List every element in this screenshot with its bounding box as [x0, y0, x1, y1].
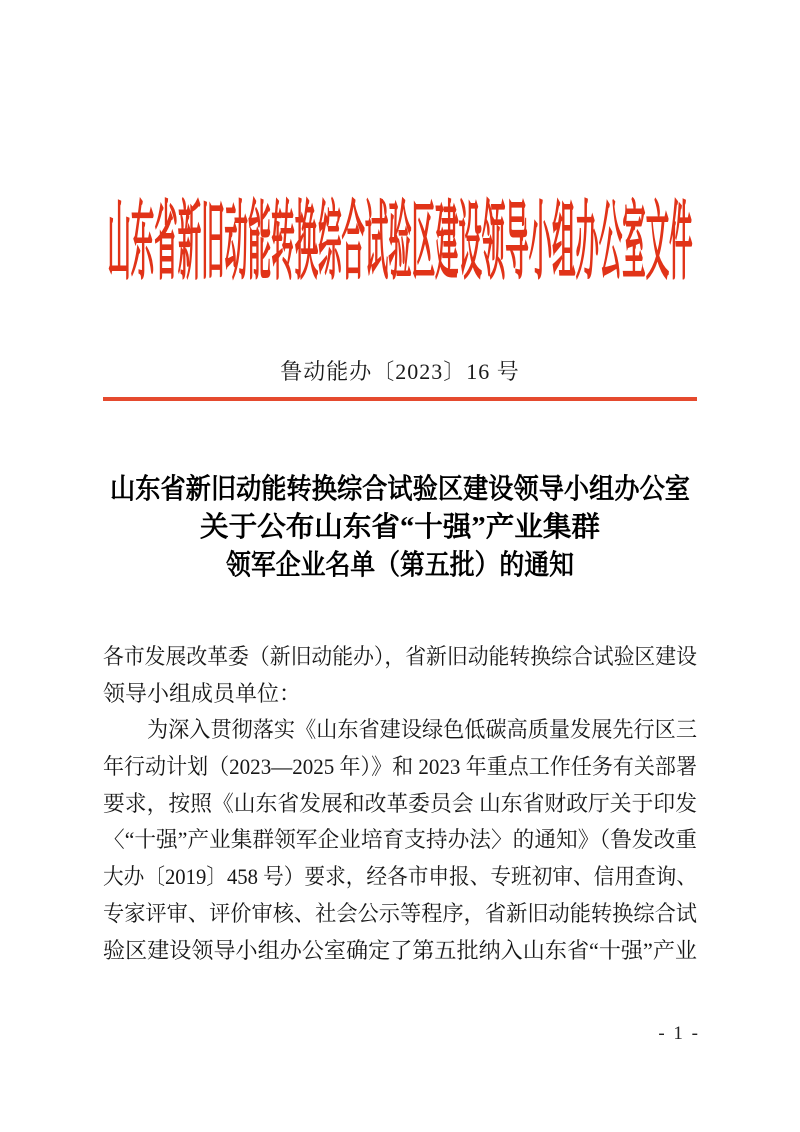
red-divider-line: [103, 397, 697, 401]
body-line-text: 〈“十强”产业集群领军企业培育支持办法〉的通知》（鲁发改重: [103, 827, 697, 853]
letterhead-title: 山东省新旧动能转换综合试验区建设领导小组办公室文件: [107, 194, 693, 291]
page-number: - 1 -: [658, 1023, 700, 1044]
body-line-text: 年行动计划（2023—2025 年）》和 2023 年重点工作任务有关部署: [103, 754, 697, 780]
document-number: 鲁动能办〔2023〕16 号: [280, 359, 520, 384]
body-line-text: 专家评审、评价审核、社会公示等程序，省新旧动能转换综合试: [103, 900, 698, 926]
notice-title-line-2: [0, 509, 800, 547]
body-text: [103, 639, 697, 969]
body-line: [103, 786, 697, 823]
body-line-text: 大办〔2019〕458 号）要求，经各市申报、专班初审、信用查询、: [103, 864, 697, 890]
letterhead-banner: [0, 186, 800, 291]
notice-title-text-2: 关于公布山东省“十强”产业集群: [199, 512, 600, 543]
body-line: [103, 896, 697, 933]
body-line: [103, 749, 697, 786]
notice-title-text-1: 山东省新旧动能转换综合试验区建设领导小组办公室: [109, 474, 690, 505]
body-line: [103, 712, 697, 749]
body-line: [103, 822, 697, 859]
notice-title-text-3: 领军企业名单（第五批）的通知: [225, 550, 574, 581]
body-line: [103, 859, 697, 896]
body-line: [103, 639, 697, 676]
body-line: [103, 676, 697, 713]
body-line-text: 要求，按照《山东省发展和改革委员会 山东省财政厅关于印发: [103, 790, 698, 816]
body-line-text: 领导小组成员单位：: [103, 680, 302, 706]
notice-title-line-1: [0, 471, 800, 509]
notice-title: [0, 471, 800, 585]
body-line-text: 各市发展改革委（新旧动能办），省新旧动能转换综合试验区建设: [103, 644, 697, 669]
body-line: [103, 933, 697, 970]
body-line-text: 验区建设领导小组办公室确定了第五批纳入山东省“十强”产业: [103, 937, 698, 963]
notice-title-line-3: [0, 547, 800, 585]
body-line-text: 为深入贯彻落实《山东省建设绿色低碳高质量发展先行区三: [147, 717, 697, 743]
